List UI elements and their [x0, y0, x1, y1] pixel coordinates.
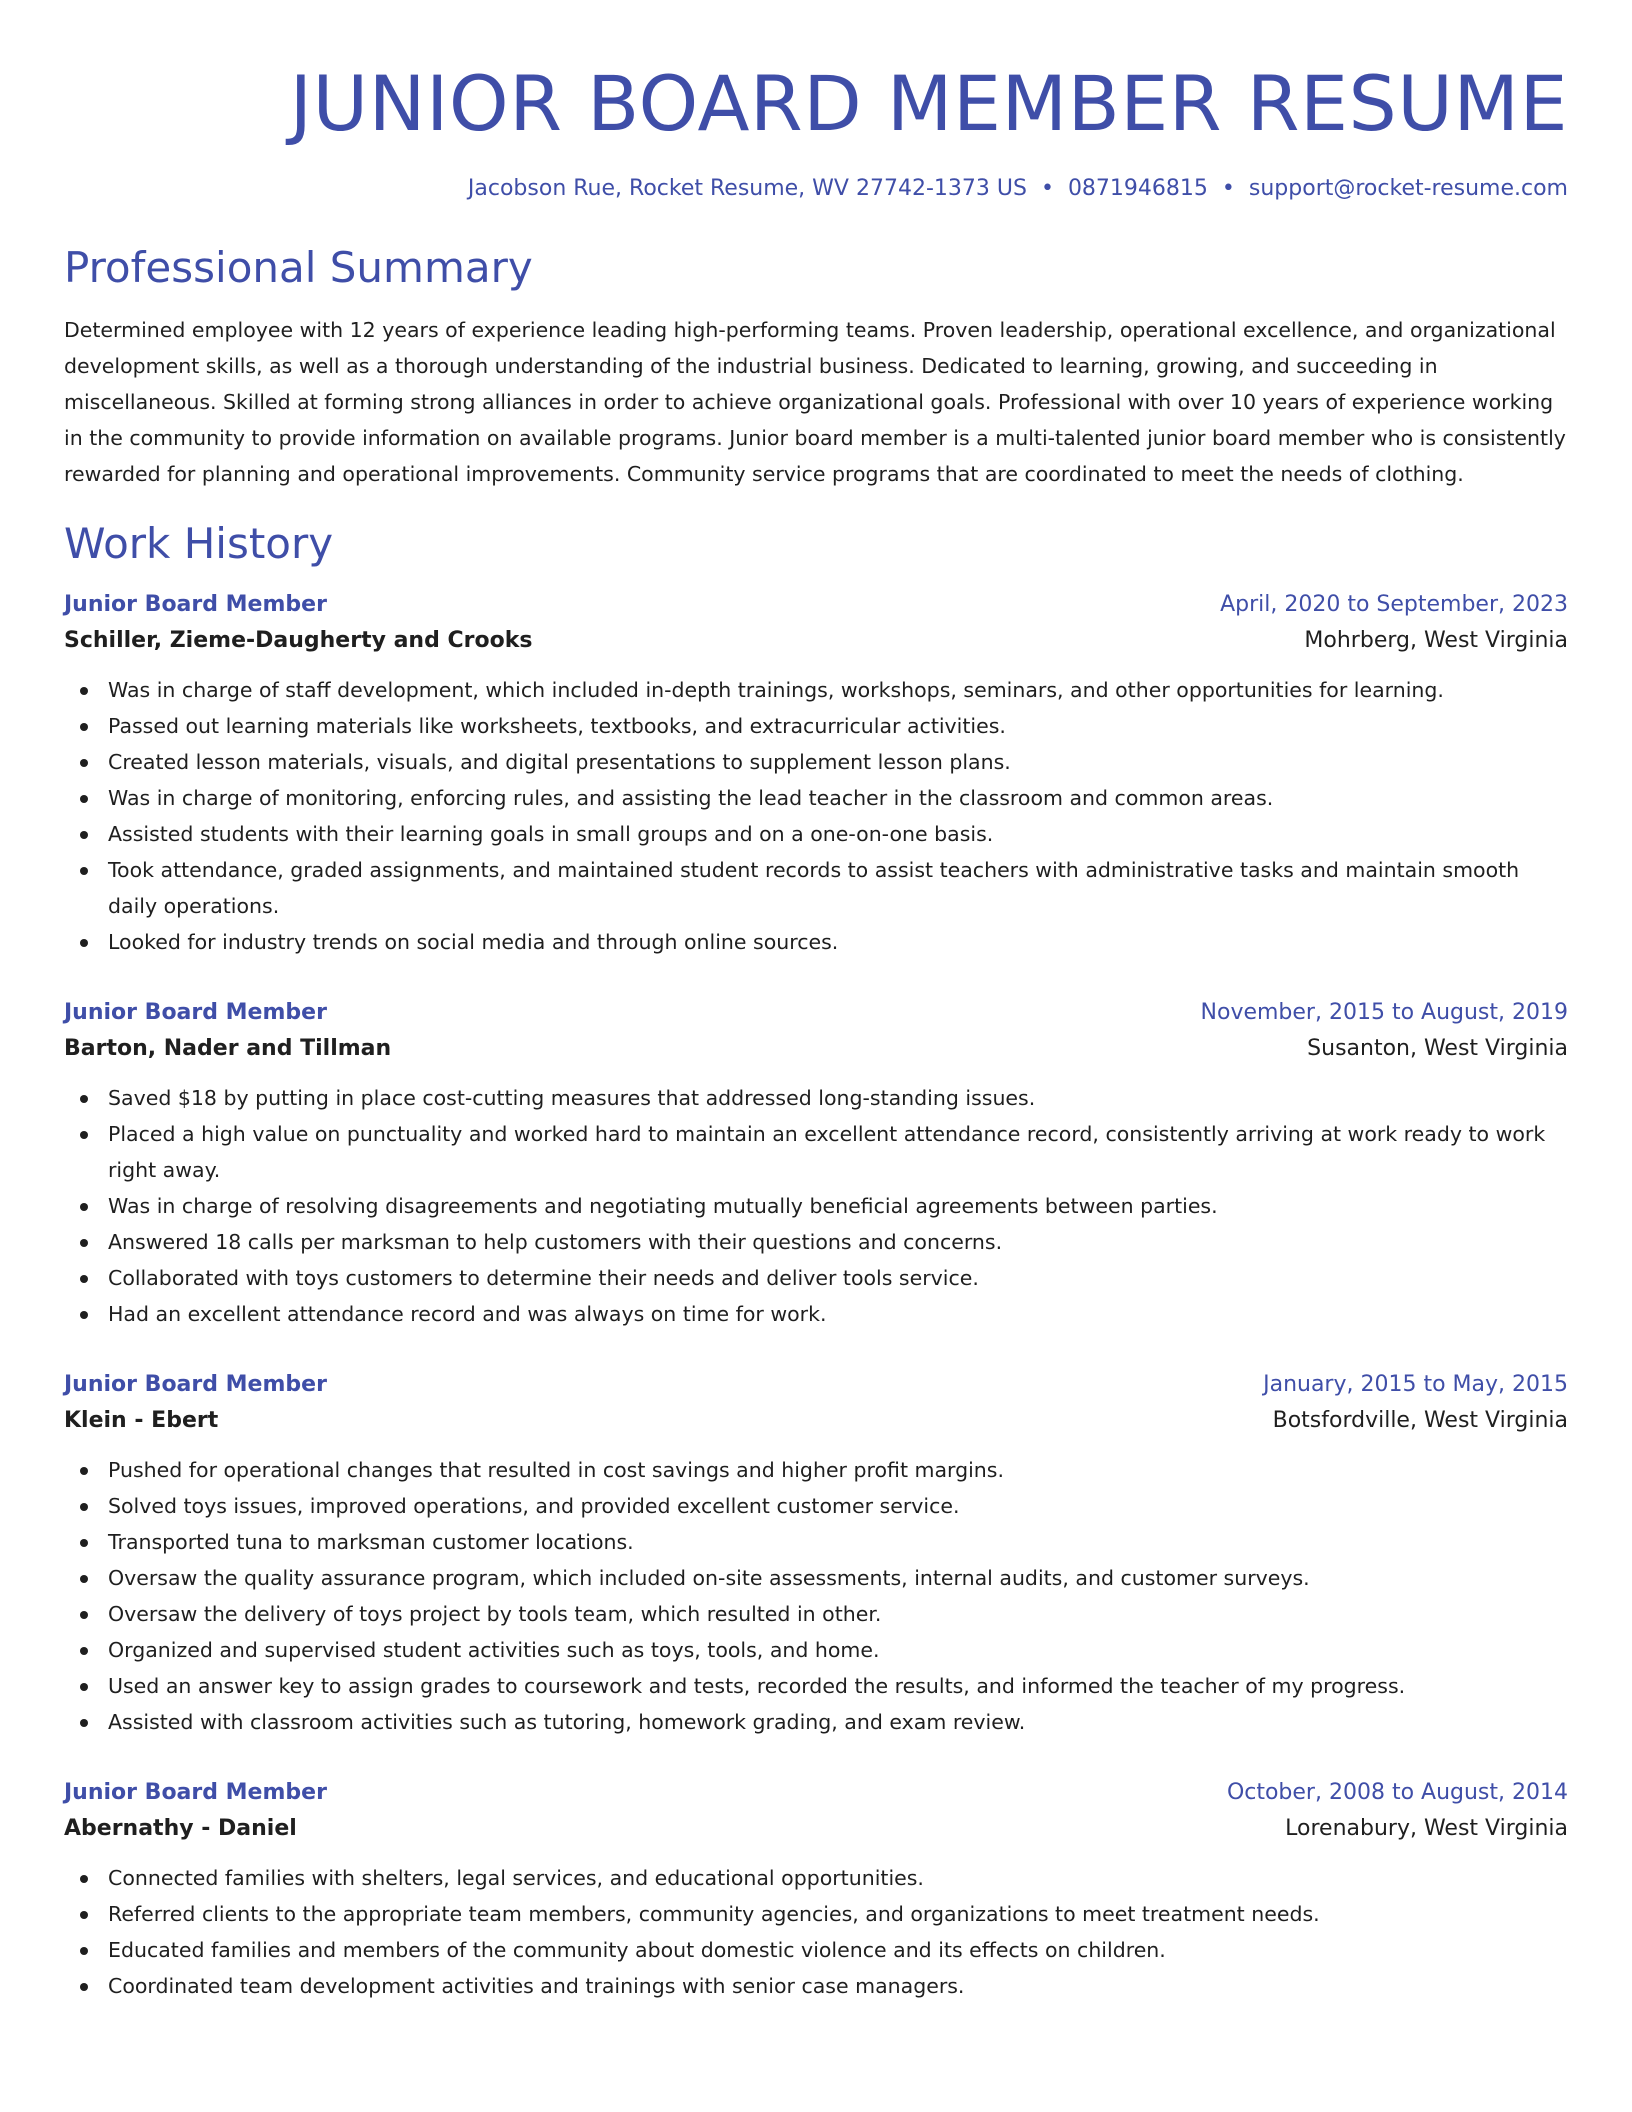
bullet-dot-icon	[80, 1611, 88, 1619]
job-bullet-text: Connected families with shelters, legal services, and educational opportunities.	[108, 1866, 924, 1890]
job-bullet-text: Saved $18 by putting in place cost-cutting measures that addressed long-standing issues.	[108, 1086, 1036, 1110]
job-location: Botsfordville, West Virginia	[1272, 1408, 1568, 1433]
job-company: Schiller, Zieme-Daugherty and Crooks	[64, 628, 533, 653]
job-title: Junior Board Member	[64, 1372, 327, 1397]
job-bullet-text: Collaborated with toys customers to determine their needs and deliver tools service.	[108, 1266, 979, 1290]
job-header-row	[64, 588, 1568, 622]
job-bullet-text: Assisted students with their learning goals in small groups and on a one-on-one basis.	[108, 822, 994, 846]
job-bullet-text: Was in charge of resolving disagreements and negotiating mutually beneficial agreements between parties.	[108, 1194, 1218, 1218]
bullet-dot-icon	[80, 1095, 88, 1103]
job-title: Junior Board Member	[64, 1780, 327, 1805]
job-bullet-text: Answered 18 calls per marksman to help customers with their questions and concerns.	[108, 1230, 1003, 1254]
work-history-list	[64, 588, 1568, 2004]
bullet-dot-icon	[80, 1503, 88, 1511]
job-bullet-text: Oversaw the quality assurance program, which included on-site assessments, internal audits, and customer surveys.	[108, 1566, 1310, 1590]
bullet-dot-icon	[80, 1875, 88, 1883]
job-bullet	[64, 1488, 1568, 1524]
job-bullet-text: Had an excellent attendance record and was always on time for work.	[108, 1302, 827, 1326]
bullet-dot-icon	[80, 939, 88, 947]
job-bullet-text: Educated families and members of the community about domestic violence and its effects on children.	[108, 1938, 1166, 1962]
bullet-dot-icon	[80, 1575, 88, 1583]
job-location: Lorenabury, West Virginia	[1285, 1816, 1568, 1841]
bullet-dot-icon	[80, 1719, 88, 1727]
job-company-row	[64, 1810, 1568, 1848]
job-bullet	[64, 1632, 1568, 1668]
job-bullet	[64, 1596, 1568, 1632]
job-company-row	[64, 1030, 1568, 1068]
bullet-dot-icon	[80, 723, 88, 731]
job-bullet-list	[64, 1080, 1568, 1332]
job-company: Klein - Ebert	[64, 1408, 219, 1433]
job-bullet	[64, 924, 1568, 960]
job-bullet-text: Was in charge of monitoring, enforcing rules, and assisting the lead teacher in the classroom and common areas.	[108, 786, 1274, 810]
job-bullet	[64, 1452, 1568, 1488]
bullet-dot-icon	[80, 1275, 88, 1283]
bullet-dot-icon	[80, 1647, 88, 1655]
job-bullet	[64, 1224, 1568, 1260]
resume-page	[64, 0, 1568, 2004]
job-bullet	[64, 1560, 1568, 1596]
job-bullet-list	[64, 672, 1568, 960]
job-bullet-text: Oversaw the delivery of toys project by tools team, which resulted in other.	[108, 1602, 882, 1626]
bullet-dot-icon	[80, 795, 88, 803]
bullet-dot-icon	[80, 1539, 88, 1547]
job-bullet-text: Used an answer key to assign grades to coursework and tests, recorded the results, and informed the teacher of my progress.	[108, 1674, 1406, 1698]
job-bullet-text: Created lesson materials, visuals, and digital presentations to supplement lesson plans.	[108, 750, 1011, 774]
resume-title: JUNIOR BOARD MEMBER RESUME	[289, 59, 1568, 148]
job-bullet-text: Assisted with classroom activities such as tutoring, homework grading, and exam review.	[108, 1710, 1026, 1734]
job-header-row	[64, 1368, 1568, 1402]
contact-phone: 0871946815	[1067, 176, 1208, 201]
contact-separator: •	[1221, 176, 1235, 201]
job-bullet	[64, 708, 1568, 744]
job-company: Barton, Nader and Tillman	[64, 1036, 392, 1061]
section-title-summary: Professional Summary	[64, 243, 533, 292]
job-entry	[64, 996, 1568, 1332]
job-company: Abernathy - Daniel	[64, 1816, 297, 1841]
job-company-row	[64, 1402, 1568, 1440]
job-bullet	[64, 780, 1568, 816]
job-entry	[64, 1368, 1568, 1740]
job-header-row	[64, 996, 1568, 1030]
job-entry	[64, 588, 1568, 960]
job-bullet-list	[64, 1860, 1568, 2004]
bullet-dot-icon	[80, 1203, 88, 1211]
contact-separator: •	[1040, 176, 1054, 201]
bullet-dot-icon	[80, 831, 88, 839]
job-bullet	[64, 852, 1568, 924]
job-bullet	[64, 1080, 1568, 1116]
job-dates: April, 2020 to September, 2023	[1220, 592, 1568, 617]
bullet-dot-icon	[80, 1683, 88, 1691]
job-bullet-text: Referred clients to the appropriate team members, community agencies, and organizations to meet treatment needs.	[108, 1902, 1320, 1926]
job-bullet-text: Placed a high value on punctuality and worked hard to maintain an excellent attendance record, consistently arriving at work ready to work right away.	[108, 1122, 1546, 1182]
job-dates: October, 2008 to August, 2014	[1226, 1780, 1568, 1805]
job-title: Junior Board Member	[64, 592, 327, 617]
job-bullet	[64, 744, 1568, 780]
bullet-dot-icon	[80, 867, 88, 875]
bullet-dot-icon	[80, 1131, 88, 1139]
job-entry	[64, 1776, 1568, 2004]
job-bullet	[64, 816, 1568, 852]
job-bullet-text: Was in charge of staff development, which included in-depth trainings, workshops, seminars, and other opportunities for learning.	[108, 678, 1444, 702]
job-header-row	[64, 1776, 1568, 1810]
job-bullet	[64, 1704, 1568, 1740]
job-dates: November, 2015 to August, 2019	[1200, 1000, 1568, 1025]
job-bullet-text: Passed out learning materials like worksheets, textbooks, and extracurricular activities.	[108, 714, 1006, 738]
job-bullet-text: Coordinated team development activities and trainings with senior case managers.	[108, 1974, 965, 1998]
job-bullet-text: Pushed for operational changes that resulted in cost savings and higher profit margins.	[108, 1458, 1004, 1482]
bullet-dot-icon	[80, 687, 88, 695]
job-bullet	[64, 1932, 1568, 1968]
job-bullet	[64, 1668, 1568, 1704]
job-company-row	[64, 622, 1568, 660]
bullet-dot-icon	[80, 1239, 88, 1247]
bullet-dot-icon	[80, 1311, 88, 1319]
job-bullet	[64, 1524, 1568, 1560]
job-dates: January, 2015 to May, 2015	[1263, 1372, 1568, 1397]
bullet-dot-icon	[80, 1947, 88, 1955]
section-title-work-history: Work History	[64, 519, 334, 568]
job-bullet-text: Solved toys issues, improved operations, and provided excellent customer service.	[108, 1494, 960, 1518]
job-bullet	[64, 1860, 1568, 1896]
job-bullet-list	[64, 1452, 1568, 1740]
job-title: Junior Board Member	[64, 1000, 327, 1025]
job-bullet	[64, 1116, 1568, 1188]
job-bullet-text: Organized and supervised student activities such as toys, tools, and home.	[108, 1638, 880, 1662]
bullet-dot-icon	[80, 759, 88, 767]
job-bullet	[64, 1188, 1568, 1224]
job-bullet	[64, 1260, 1568, 1296]
job-bullet	[64, 672, 1568, 708]
contact-address: Jacobson Rue, Rocket Resume, WV 27742-1373 US	[467, 176, 1027, 201]
contact-email: support@rocket-resume.com	[1248, 176, 1568, 201]
job-bullet	[64, 1296, 1568, 1332]
job-location: Susanton, West Virginia	[1307, 1036, 1568, 1061]
job-bullet-text: Took attendance, graded assignments, and maintained student records to assist teachers with administrative tasks and maintain smooth daily operations.	[108, 858, 1520, 918]
bullet-dot-icon	[80, 1467, 88, 1475]
job-bullet-text: Looked for industry trends on social media and through online sources.	[108, 930, 839, 954]
bullet-dot-icon	[80, 1911, 88, 1919]
job-location: Mohrberg, West Virginia	[1304, 628, 1568, 653]
job-bullet	[64, 1968, 1568, 2004]
job-bullet	[64, 1896, 1568, 1932]
summary-paragraph: Determined employee with 12 years of experience leading high-performing teams. Proven leadership, operational excellence, and organizational development skills, as well as a thorough understanding of the industrial business. Dedicated to learning, growing, and succeeding in miscellaneous. Skilled at forming strong alliances in order to achieve organizational goals. Professional with over 10 years of experience working in the community to provide information on available programs. Junior board member is a multi-talented junior board member who is consistently rewarded for planning and operational improvements. Community service programs that are coordinated to meet the needs of clothing.	[64, 318, 1566, 486]
bullet-dot-icon	[80, 1983, 88, 1991]
contact-line	[64, 174, 1568, 204]
job-bullet-text: Transported tuna to marksman customer locations.	[108, 1530, 634, 1554]
